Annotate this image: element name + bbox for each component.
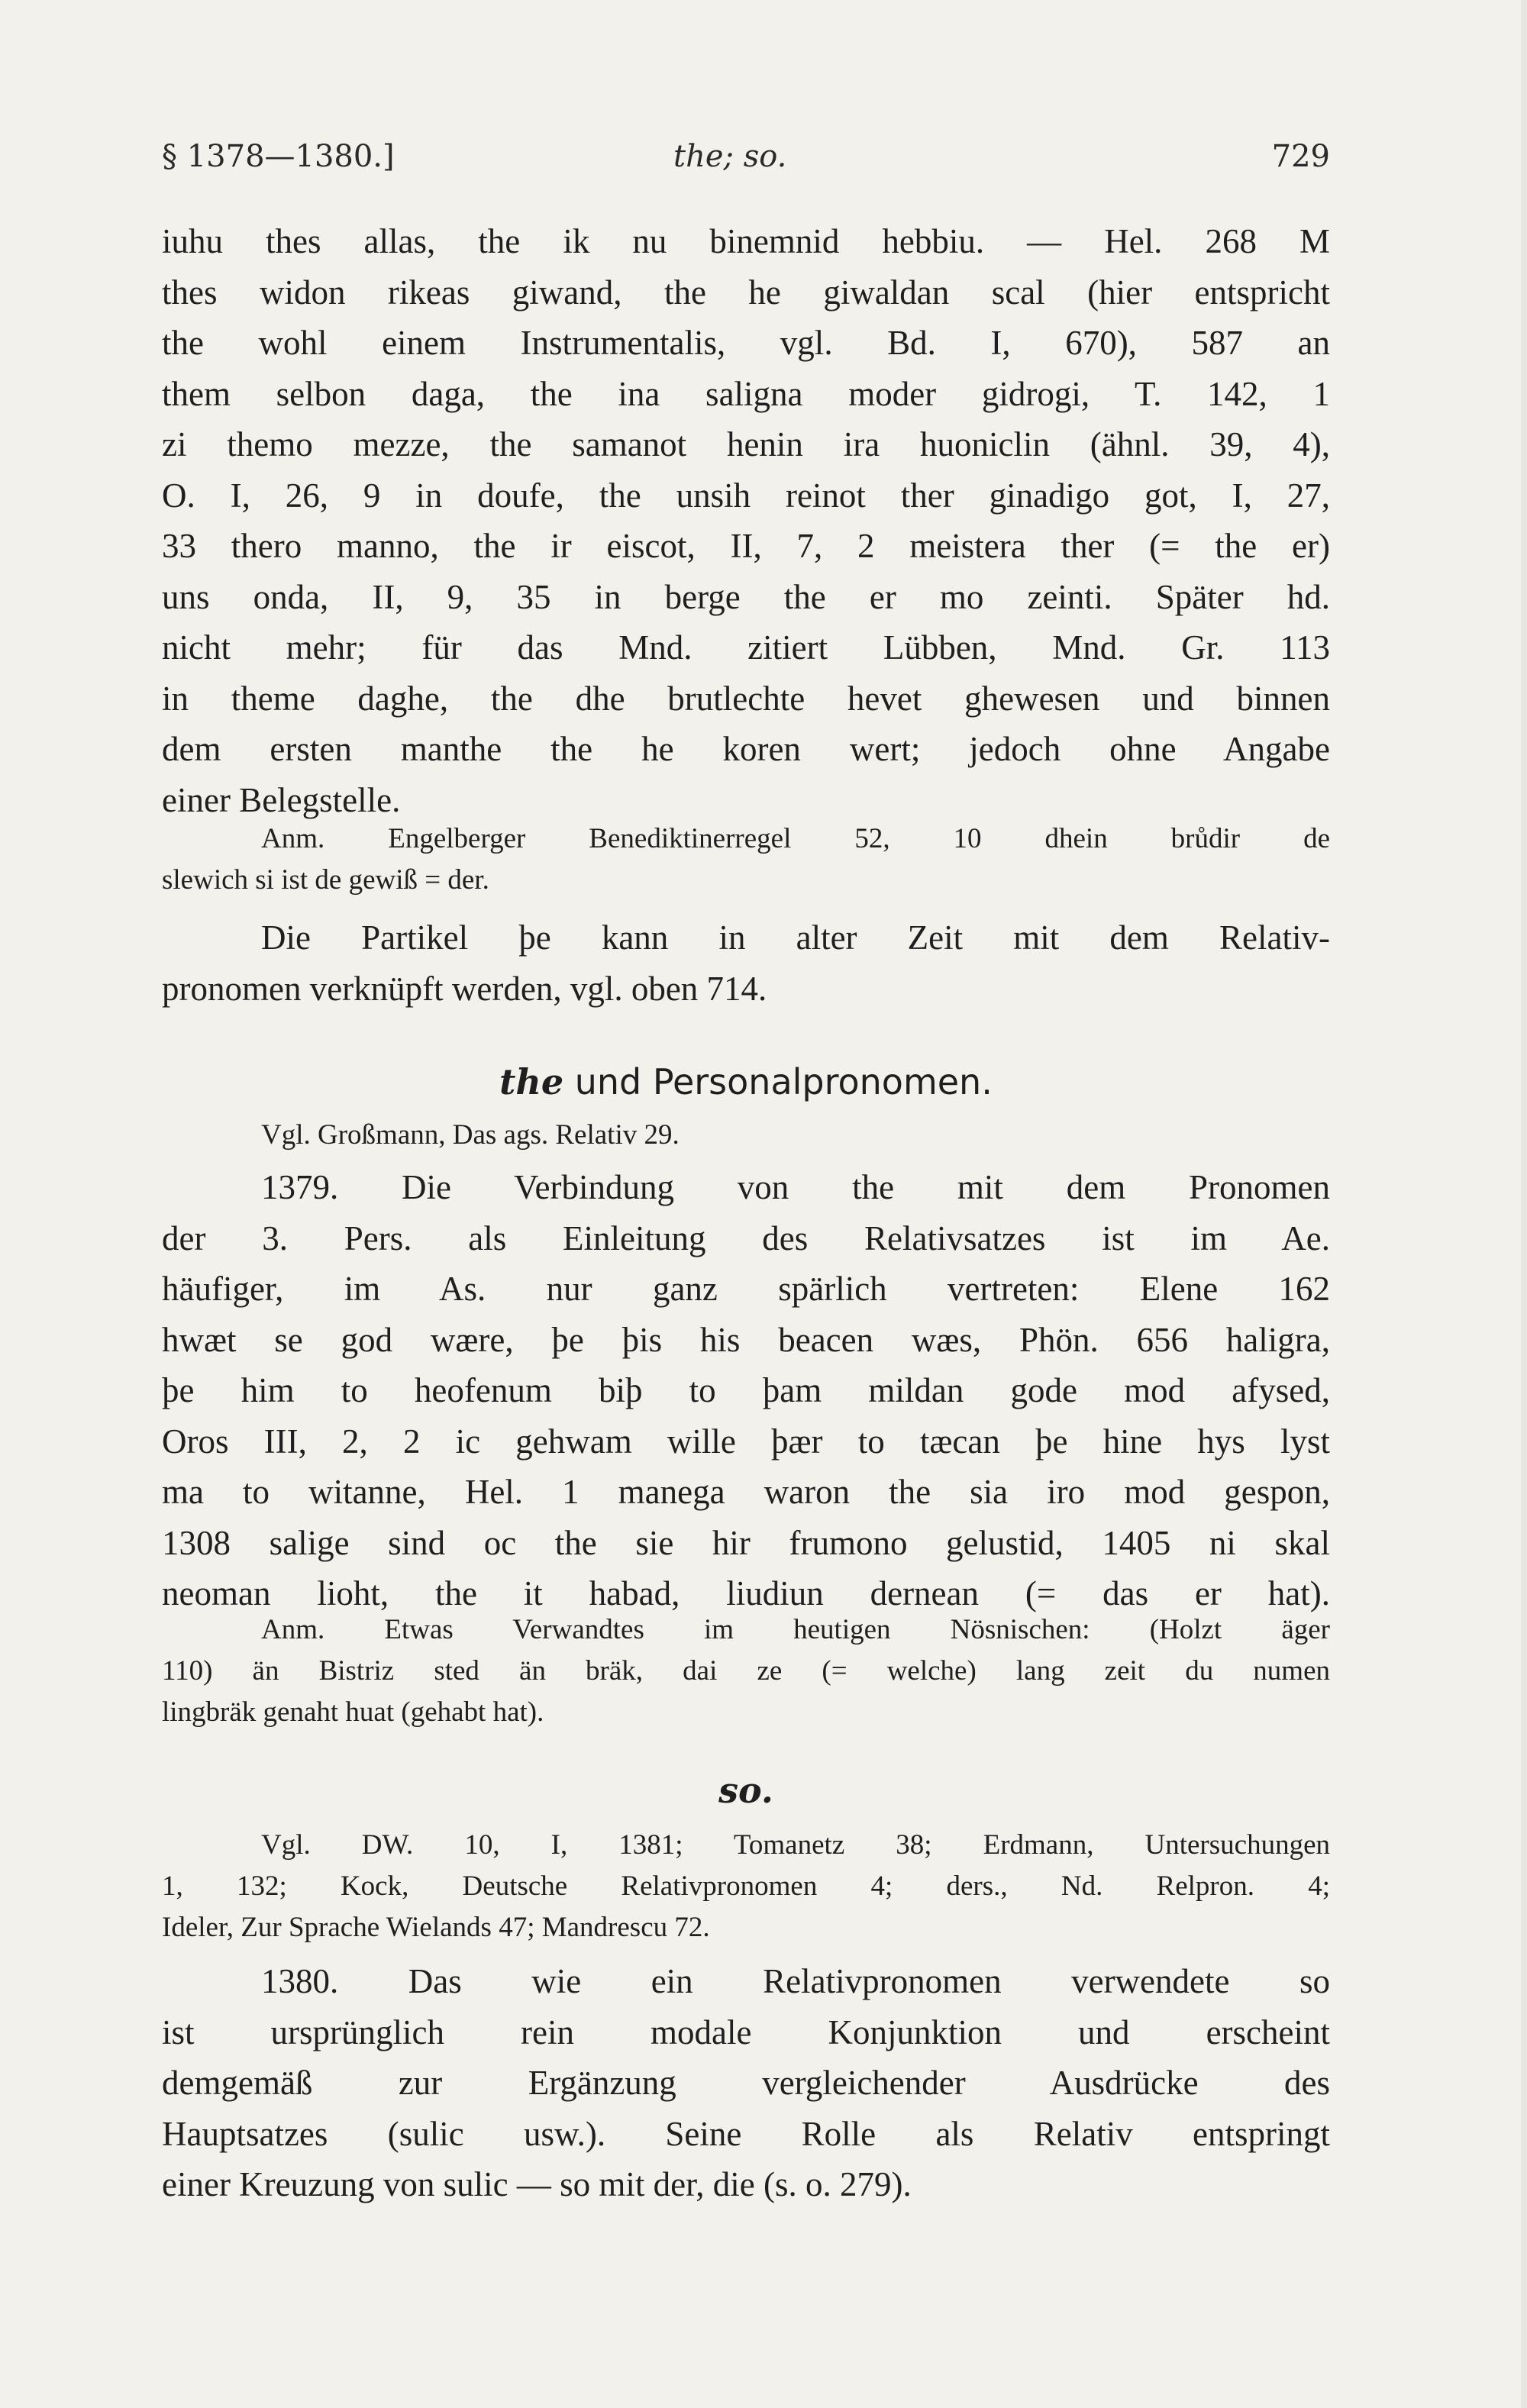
text-line: 33 thero manno, the ir eiscot, II, 7, 2 meistera ther (= the er)	[162, 527, 1330, 565]
page-number: 729	[1271, 139, 1330, 174]
paragraph-1379	[162, 1162, 1330, 1619]
text-line: ma to witanne, Hel. 1 manega waron the sia iro mod gespon,	[162, 1473, 1330, 1511]
text-line: nicht mehr; für das Mnd. zitiert Lübben, Mnd. Gr. 113	[162, 628, 1330, 667]
note-2	[162, 1609, 1330, 1733]
note-line: 110) än Bistriz sted än bräk, dai ze (= welche) lang zeit du numen	[162, 1655, 1330, 1687]
text-line: neoman lioht, the it habad, liudiun dernean (= das er hat).	[162, 1574, 1330, 1612]
section-heading-the	[162, 1061, 1330, 1102]
note-1	[162, 818, 1330, 901]
reference-line: Vgl. Großmann, Das ags. Relativ 29.	[261, 1119, 680, 1151]
text-line: þe him to heofenum biþ to þam mildan gode mod afysed,	[162, 1371, 1330, 1409]
text-line: O. I, 26, 9 in doufe, the unsih reinot ther ginadigo got, I, 27,	[162, 476, 1330, 515]
text-line: uns onda, II, 9, 35 in berge the er mo zeinti. Später hd.	[162, 577, 1330, 616]
text-line: thes widon rikeas giwand, the he giwaldan scal (hier entspricht	[162, 273, 1330, 311]
reference-2	[162, 1825, 1330, 1948]
text-line: ist ursprünglich rein modale Konjunktion und erscheint	[162, 2013, 1330, 2051]
text-line: the wohl einem Instrumentalis, vgl. Bd. I, 670), 587 an	[162, 324, 1330, 362]
text-line: pronomen verknüpft werden, vgl. oben 714.	[162, 969, 767, 1008]
running-header	[162, 139, 1330, 185]
header-section-range: § 1378—1380.]	[162, 139, 395, 174]
reference-line: Vgl. DW. 10, I, 1381; Tomanetz 38; Erdmann, Untersuchungen	[261, 1829, 1330, 1861]
paragraph-1380	[162, 1956, 1330, 2210]
text-line: einer Kreuzung von sulic — so mit der, die (s. o. 279).	[162, 2165, 912, 2203]
heading-text: und Personalpronomen.	[563, 1061, 993, 1102]
text-line: iuhu thes allas, the ik nu binemnid hebbiu. — Hel. 268 M	[162, 222, 1330, 260]
text-line: der 3. Pers. als Einleitung des Relativsatzes ist im Ae.	[162, 1219, 1330, 1257]
text-line: Die Partikel þe kann in alter Zeit mit dem Relativ-	[261, 918, 1330, 957]
text-line: einer Belegstelle.	[162, 780, 401, 819]
text-line: 1308 salige sind oc the sie hir frumono gelustid, 1405 ni skal	[162, 1523, 1330, 1562]
text-line: them selbon daga, the ina saligna moder gidrogi, T. 142, 1	[162, 374, 1330, 413]
text-line: Hauptsatzes (sulic usw.). Seine Rolle als Relativ entspringt	[162, 2114, 1330, 2153]
text-line: Oros III, 2, 2 ic gehwam wille þær to tæcan þe hine hys lyst	[162, 1422, 1330, 1461]
text-line: in theme daghe, the dhe brutlechte hevet ghewesen und binnen	[162, 679, 1330, 718]
header-topic: the; so.	[673, 139, 787, 174]
section-heading-so: so.	[718, 1770, 773, 1811]
note-line: lingbräk genaht huat (gehabt hat).	[162, 1696, 544, 1728]
note-line: Anm. Engelberger Benediktinerregel 52, 10 dhein brůdir de	[261, 823, 1330, 854]
text-line: 1380. Das wie ein Relativpronomen verwendete so	[261, 1962, 1330, 2000]
note-line: Anm. Etwas Verwandtes im heutigen Nösnischen: (Holzt äger	[261, 1614, 1330, 1645]
text-line: dem ersten manthe the he koren wert; jedoch ohne Angabe	[162, 730, 1330, 768]
heading-italic-term: the	[499, 1061, 564, 1102]
text-line: hwæt se god wære, þe þis his beacen wæs, Phön. 656 haligra,	[162, 1320, 1330, 1359]
reference-1	[261, 1115, 1330, 1156]
paragraph-particle	[162, 912, 1330, 1014]
reference-line: Ideler, Zur Sprache Wielands 47; Mandrescu 72.	[162, 1912, 710, 1943]
paragraph-continuation	[162, 216, 1330, 825]
reference-line: 1, 132; Kock, Deutsche Relativpronomen 4; ders., Nd. Relpron. 4;	[162, 1871, 1330, 1902]
scan-edge	[1521, 0, 1527, 2408]
text-line: zi themo mezze, the samanot henin ira huoniclin (ähnl. 39, 4),	[162, 425, 1330, 463]
note-line: slewich si ist de gewiß = der.	[162, 864, 489, 896]
text-line: demgemäß zur Ergänzung vergleichender Ausdrücke des	[162, 2064, 1330, 2102]
text-line: 1379. Die Verbindung von the mit dem Pronomen	[261, 1168, 1330, 1206]
text-line: häufiger, im As. nur ganz spärlich vertreten: Elene 162	[162, 1270, 1330, 1308]
